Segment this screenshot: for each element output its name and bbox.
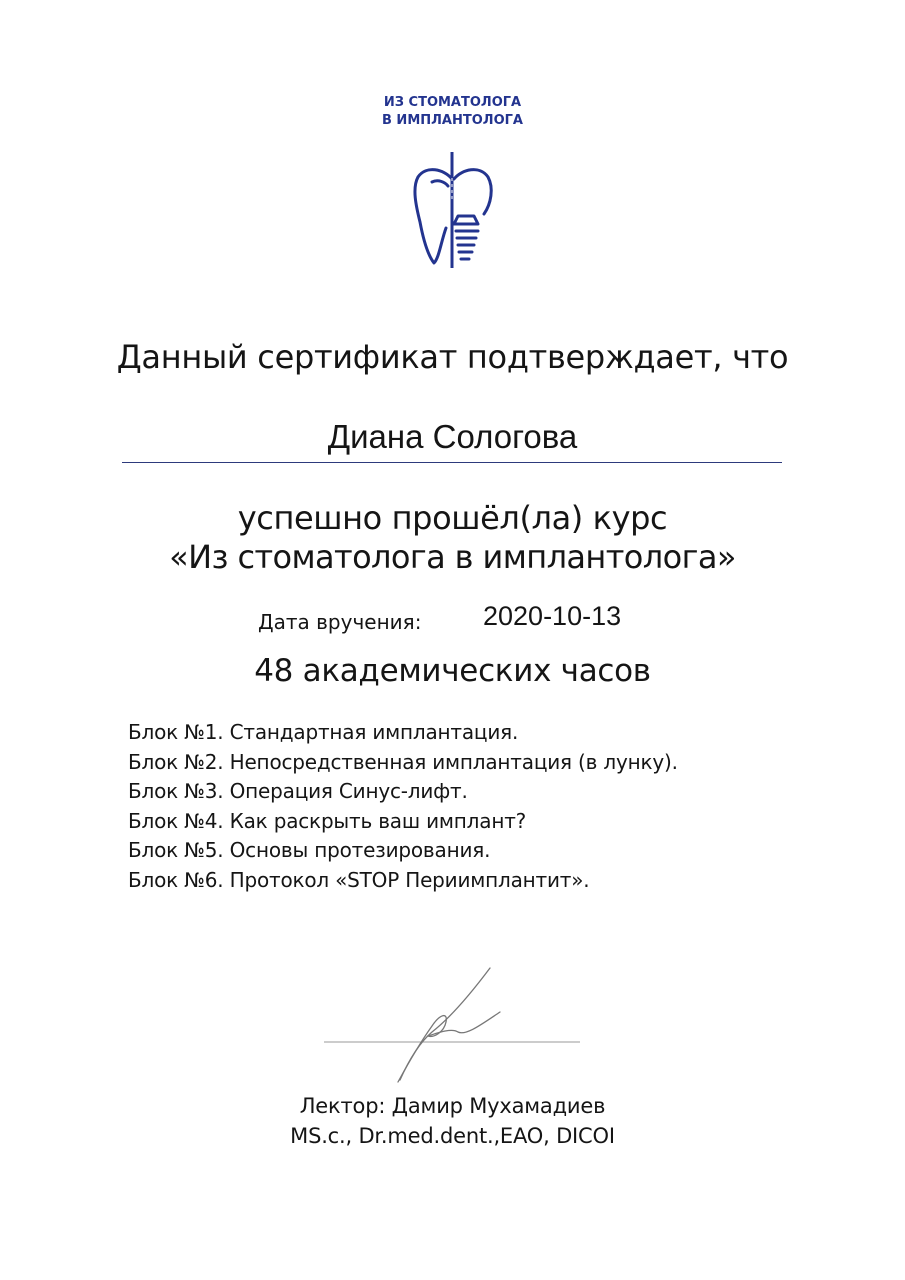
logo-title-line-1: ИЗ СТОМАТОЛОГА: [383, 95, 522, 110]
logo-title-line-2: В ИМПЛАНТОЛОГА: [382, 113, 523, 128]
tooth-implant-icon: [408, 150, 498, 270]
academic-hours: 48 академических часов: [254, 653, 651, 689]
course-modules-list: [128, 718, 678, 895]
name-underline: [122, 462, 782, 463]
certificate-intro: Данный сертификат подтверждает, что: [116, 338, 789, 376]
module-item: Блок №4. Как раскрыть ваш имплант?: [128, 808, 527, 833]
issue-date-value: 2020-10-13: [483, 601, 622, 631]
module-item: Блок №1. Стандартная имплантация.: [128, 720, 519, 744]
lecturer-name: Лектор: Дамир Мухамадиев: [299, 1094, 606, 1118]
course-title: «Из стоматолога в имплантолога»: [169, 538, 736, 576]
issue-date-label: Дата вручения:: [258, 610, 422, 634]
completed-course-text: успешно прошёл(ла) курс: [237, 499, 668, 537]
lecturer-signature: [322, 962, 584, 1087]
module-item: Блок №3. Операция Синус-лифт.: [128, 779, 468, 803]
lecturer-credentials: MS.c., Dr.med.dent.,EAO, DICOI: [290, 1124, 615, 1148]
module-item: Блок №2. Непосредственная имплантация (в лунку).: [128, 749, 678, 774]
module-item: Блок №5. Основы протезирования.: [128, 838, 491, 862]
module-item: Блок №6. Протокол «STOP Периимплантит».: [128, 867, 590, 892]
recipient-name: Диана Сологова: [327, 418, 578, 455]
